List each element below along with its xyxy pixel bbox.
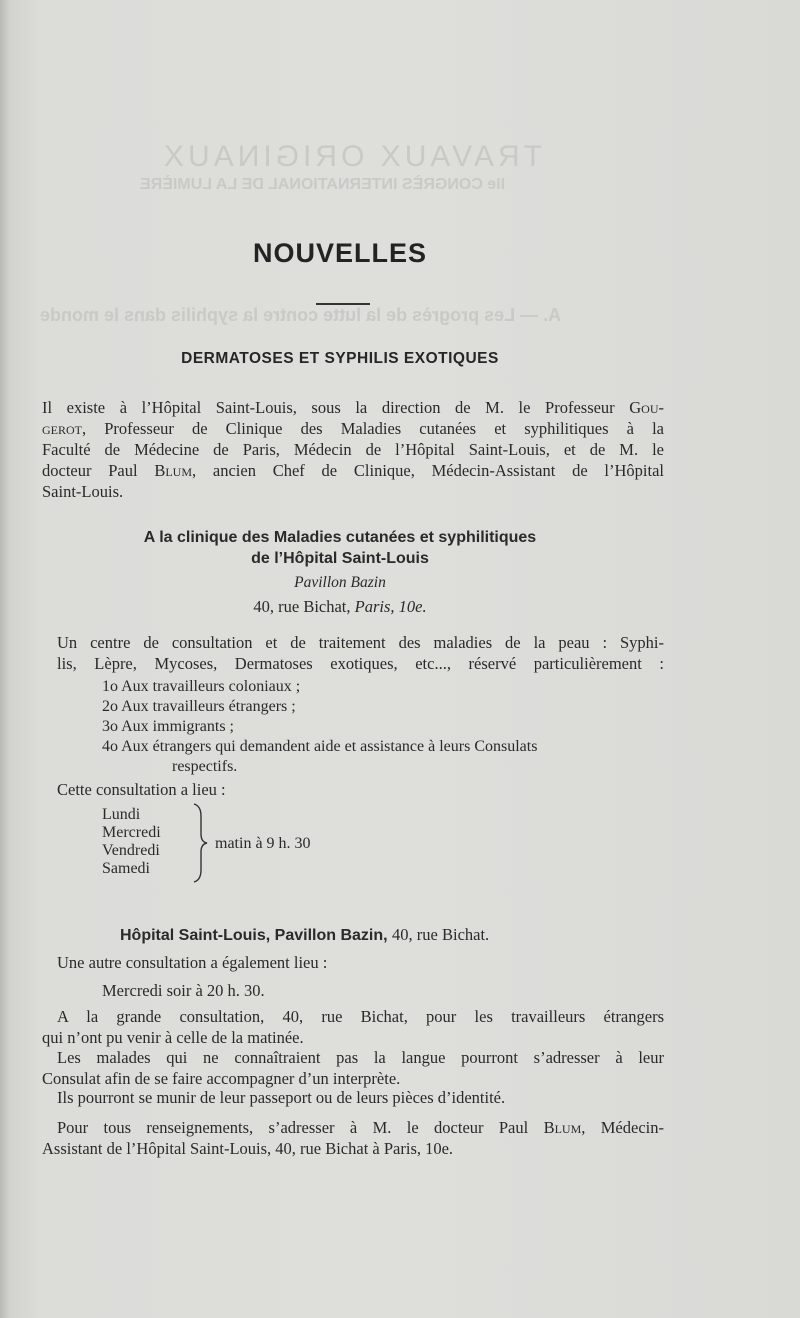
author-name: Blum [543,1118,582,1137]
contact-line [42,1117,664,1138]
centre-line: lis, Lèpre, Mycoses, Dermatoses exotiques, etc..., réservé particulièrement : [57,654,664,673]
hours: matin à 9 h. 30 [215,835,311,852]
day-item: Vendredi [102,842,160,859]
days-list [102,806,161,878]
list-item: 1o Aux travailleurs coloniaux ; [102,678,301,695]
centre-paragraph [57,632,664,674]
list-item: 3o Aux immigrants ; [102,718,234,735]
other-consultation: Une autre consultation a également lieu : [57,953,328,972]
intro-line [42,460,664,481]
list-item: respectifs. [172,758,238,775]
language-line: Les malades qui ne connaîtraient pas la langue pourront s’adresser à leur [57,1048,664,1067]
intro-line: Saint-Louis. [42,482,124,501]
grande-line: qui n’ont pu venir à celle de la matinée. [42,1028,304,1047]
day-item: Mercredi [102,824,161,841]
grande-line: A la grande consultation, 40, rue Bichat, pour les travailleurs étrangers [57,1007,664,1026]
author-name: gerot [42,419,82,438]
title-rule [316,303,370,305]
contact-text: , Médecin- [581,1118,664,1137]
documents-note: Ils pourront se munir de leur passeport ou de leurs pièces d’identité. [57,1088,506,1107]
contact-text: Pour tous renseignements, s’adresser à M. le docteur Paul [57,1118,544,1137]
second-heading-bold: Hôpital Saint-Louis, Pavillon Bazin, [120,927,393,944]
author-name: Blum [154,461,193,480]
centre-line: Un centre de consultation et de traitement des maladies de la peau : Syphi- [57,633,664,652]
bleed-through-text: A. — Les progrès de la lutte contre la syphilis dans le monde [40,305,562,325]
second-heading-address: 40, rue Bichat. [392,925,490,944]
contact-line: Assistant de l’Hôpital Saint-Louis, 40, rue Bichat à Paris, 10e. [42,1139,454,1158]
intro-line: Faculté de Médecine de Paris, Médecin de l’Hôpital Saint-Louis, et de M. le [42,440,664,459]
section-heading: DERMATOSES ET SYPHILIS EXOTIQUES [181,350,499,367]
consultation-intro: Cette consultation a lieu : [57,780,226,799]
day-item: Lundi [102,806,141,823]
contact-paragraph [42,1117,664,1159]
grande-paragraph [42,1006,664,1048]
evening-hours: Mercredi soir à 20 h. 30. [102,981,265,1000]
intro-text: , Professeur de Clinique des Maladies cutanées et syphilitiques à la [82,419,664,438]
bleed-through-text: TRAVAUX ORIGINAUX [160,140,542,173]
intro-line [42,397,664,418]
curly-brace-icon [190,802,212,884]
intro-line [42,418,664,439]
author-name: Gou- [629,398,664,417]
intro-text: docteur Paul [42,461,155,480]
beneficiaries-list [102,677,537,777]
pavilion-name: Pavillon Bazin [294,574,386,591]
second-heading [120,925,489,945]
language-line: Consulat afin de se faire accompagner d’un interprète. [42,1069,401,1088]
list-item: 2o Aux travailleurs étrangers ; [102,698,296,715]
address-street: 40, rue Bichat, [253,597,355,616]
list-item: 4o Aux étrangers qui demandent aide et assistance à leurs Consulats [102,738,538,755]
clinic-heading-line1: A la clinique des Maladies cutanées et syphilitiques [143,529,537,546]
address-city: Paris, 10e. [354,597,427,616]
intro-paragraph [42,397,664,502]
intro-text: Il existe à l’Hôpital Saint-Louis, sous la direction de M. le Professeur [42,398,630,417]
bleed-through-text: IIe CONGRÈS INTERNATIONAL DE LA LUMIÈRE [140,176,506,193]
clinic-heading-line2: de l’Hôpital Saint-Louis [251,550,429,567]
intro-text: , ancien Chef de Clinique, Médecin-Assistant de l’Hôpital [192,461,665,480]
page-title: NOUVELLES [252,238,428,268]
clinic-address [0,597,680,617]
day-item: Samedi [102,860,150,877]
language-paragraph [42,1047,664,1089]
